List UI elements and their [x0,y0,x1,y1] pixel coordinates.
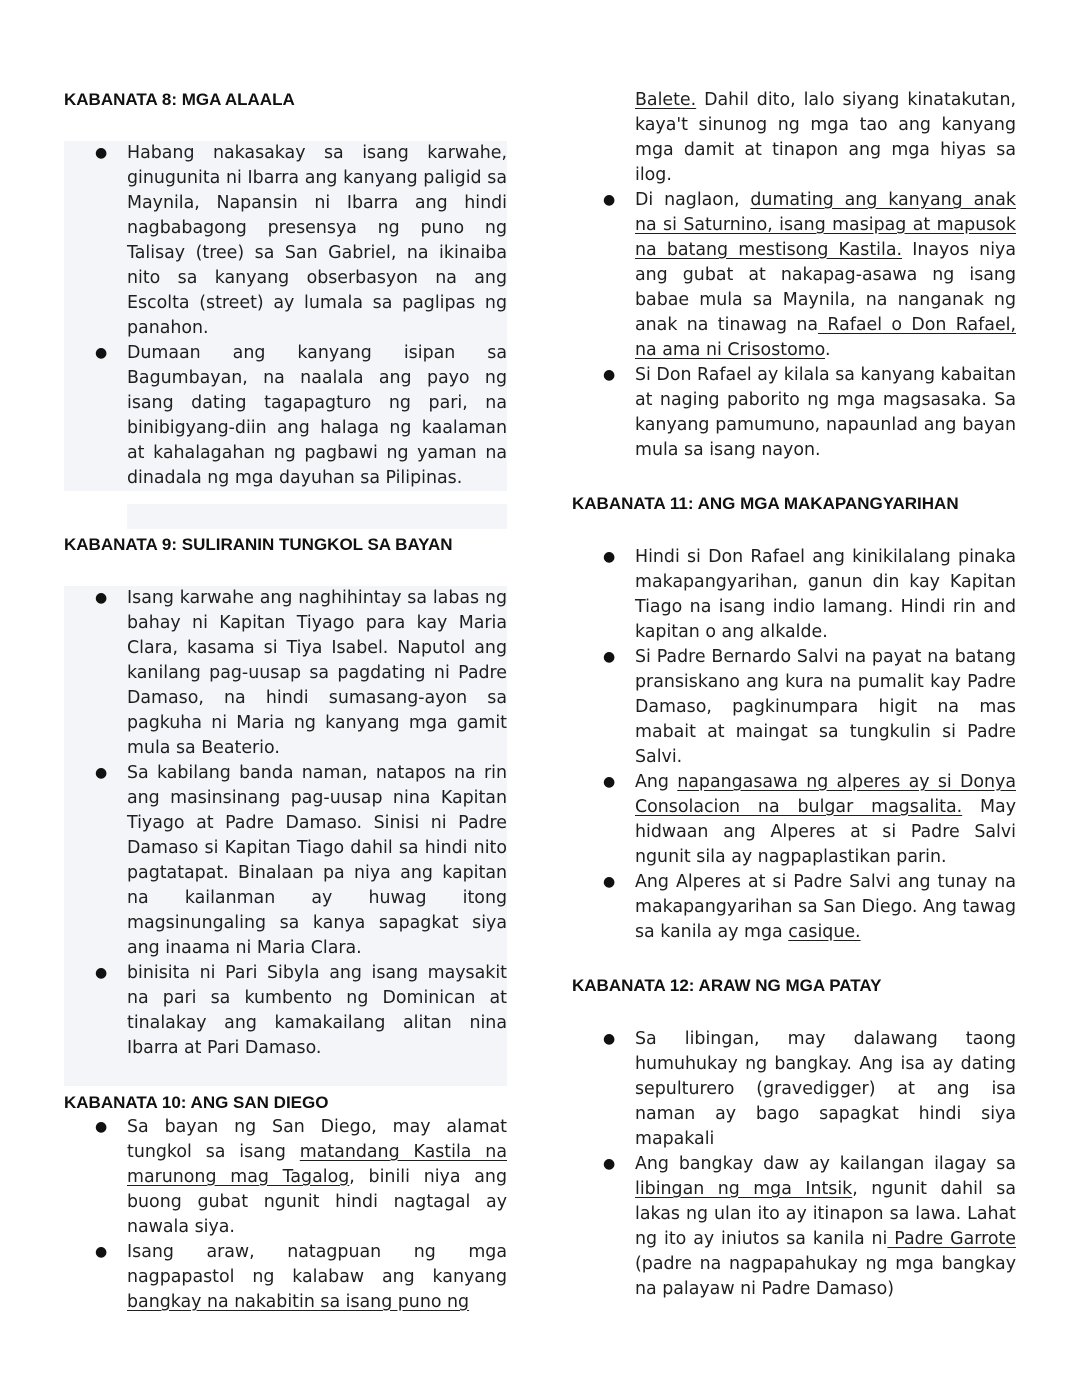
chapter-8-heading: KABANATA 8: MGA ALAALA [64,90,295,109]
bullet-text: , binili niya ang buong gubat ngunit hindi nagtagal ay nawala siya. [127,1167,507,1237]
left-column [64,88,507,1315]
chapter-11-list [572,545,1016,945]
bullet-text: Di naglaon, [635,190,751,210]
chapter-11-heading: KABANATA 11: ANG MGA MAKAPANGYARIHAN [572,494,959,513]
underlined-text: napangasawa ng alperes ay si Donya Consolacion na bulgar magsalita. [635,772,1016,817]
right-column [572,88,1016,1302]
underlined-text: matandang Kastila na marunong mag Tagalog [127,1142,507,1187]
bullet-text: (padre na nagpapahukay ng mga bangkay na palayaw ni Padre Damaso) [635,1254,1016,1299]
underlined-text: Padre Garrote [887,1229,1017,1249]
list-item: ● Si Padre Bernardo Salvi na payat na batang pransiskano ang kura na pumalit kay Padre Damaso, pagkinumpara higit na mas mabait at maingat sa tungkulin si Padre Salvi. [572,645,1016,770]
list-item: ● Sa libingan, may dalawang taong humuhukay ng bangkay. Ang isa ay dating sepulturero (gravedigger) at ang isa naman ay bago sapagkat hindi siya mapakali [572,1027,1016,1152]
bullet-text: Sa bayan ng San Diego, may alamat tungkol sa isang [127,1117,507,1162]
list-item [572,770,1016,870]
underlined-text: libingan ng mga Intsik [635,1179,853,1199]
list-item: ● Dumaan ang kanyang isipan sa Bagumbayan, na naalala ang payo ng isang dating tagapagturo ng pari, na binibigyang-diin ang halaga ng kaalaman at kahalagahan ng pagbawi ng yaman na dinadala ng mga dayuhan sa Pilipinas. [64,341,507,491]
list-item: ● Isang karwahe ang naghihintay sa labas ng bahay ni Kapitan Tiyago para kay Maria Clara, kasama si Tiya Isabel. Naputol ang kanilang pag-uusap sa pagdating ni Padre Damaso, na hindi sumasang-ayon sa pagkuha ni Maria ng kanyang mga gamit mula sa Beaterio. [64,586,507,761]
list-item [572,188,1016,363]
list-item: ● Sa kabilang banda naman, natapos na rin ang masinsinang pag-uusap nina Kapitan Tiyago at Padre Damaso. Sinisi ni Padre Damaso si Kapitan Tiago dahil sa hindi nito pagtatapat. Binalaan pa niya ang kapitan na kailanman ay huwag itong magsinungaling sa kanya sapagkat siya ang inaama ni Maria Clara. [64,761,507,961]
bullet-text: Isang araw, natagpuan ng mga nagpapastol ng kalabaw ang kanyang [127,1242,507,1287]
list-item-continued [572,88,1016,188]
chapter-9-list [64,586,507,1061]
underlined-text: Balete. [635,90,697,110]
bullet-text: May hidwaan ang Alperes at si Padre Salvi ngunit sila ay nagpaplastikan parin. [635,797,1016,867]
list-item: ● binisita ni Pari Sibyla ang isang maysakit na pari sa kumbento ng Dominican at tinalakay ang kamakailang alitan nina Ibarra at Pari Damaso. [64,961,507,1061]
blank-shaded-line [127,504,507,529]
chapter-12-list [572,1027,1016,1302]
bullet-text: Dahil dito, lalo siyang kinatakutan, kaya't sinunog ng mga tao ang kanyang mga damit at tinapon ang mga hiyas sa ilog. [635,90,1016,185]
underlined-text: casique. [788,922,861,942]
list-item [572,870,1016,945]
list-item [572,1152,1016,1302]
list-item [64,1115,507,1240]
list-item: ● Hindi si Don Rafael ang kinikilalang pinaka makapangyarihan, ganun din kay Kapitan Tiago na isang indio lamang. Hindi rin and kapitan o ang alkalde. [572,545,1016,645]
list-item: ● Si Don Rafael ay kilala sa kanyang kabaitan at naging paborito ng mga magsasaka. Sa kanyang pamumuno, napaunlad ang bayan mula sa isang nayon. [572,363,1016,463]
underlined-text: Rafael o Don Rafael, na ama ni Crisostomo [635,315,1016,360]
list-item [64,1240,507,1315]
list-item: ● Habang nakasakay sa isang karwahe, ginugunita ni Ibarra ang kanyang paligid sa Maynila, Napansin ni Ibarra ang hindi nagbabagong presensya ng puno ng Talisay (tree) sa San Gabriel, na ikinaiba nito sa kanyang obserbasyon na ang Escolta (street) ay lumala sa paglipas ng panahon. [64,141,507,341]
bullet-text: Inayos niya ang gubat at nakapag-asawa ng isang babae mula sa Maynila, na nanganak ng anak na tinawag na [635,240,1016,335]
chapter-9-heading: KABANATA 9: SULIRANIN TUNGKOL SA BAYAN [64,535,453,554]
chapter-12-heading: KABANATA 12: ARAW NG MGA PATAY [572,976,882,995]
chapter-10-list [64,1115,507,1315]
bullet-text: Ang bangkay daw ay kailangan ilagay sa [635,1154,1016,1174]
chapter-8-list [64,141,507,491]
bullet-text: , ngunit dahil sa lakas ng ulan ito ay itinapon sa lawa. Lahat ng ito ay iniutos sa kanila ni [635,1179,1016,1249]
chapter-10-heading: KABANATA 10: ANG SAN DIEGO [64,1093,329,1112]
bullet-text: . [825,340,831,360]
underlined-text: bangkay na nakabitin sa isang puno ng [127,1292,470,1312]
bullet-text: Ang Alperes at si Padre Salvi ang tunay na makapangyarihan sa San Diego. Ang tawag sa kanila ay mga [635,872,1016,942]
blank-shaded-line [64,1061,507,1086]
bullet-text: Ang [635,772,678,792]
underlined-text: dumating ang kanyang anak na si Saturnino, isang masipag at mapusok na batang mestisong Kastila. [635,190,1016,260]
chapter-10-continued-list [572,88,1016,463]
